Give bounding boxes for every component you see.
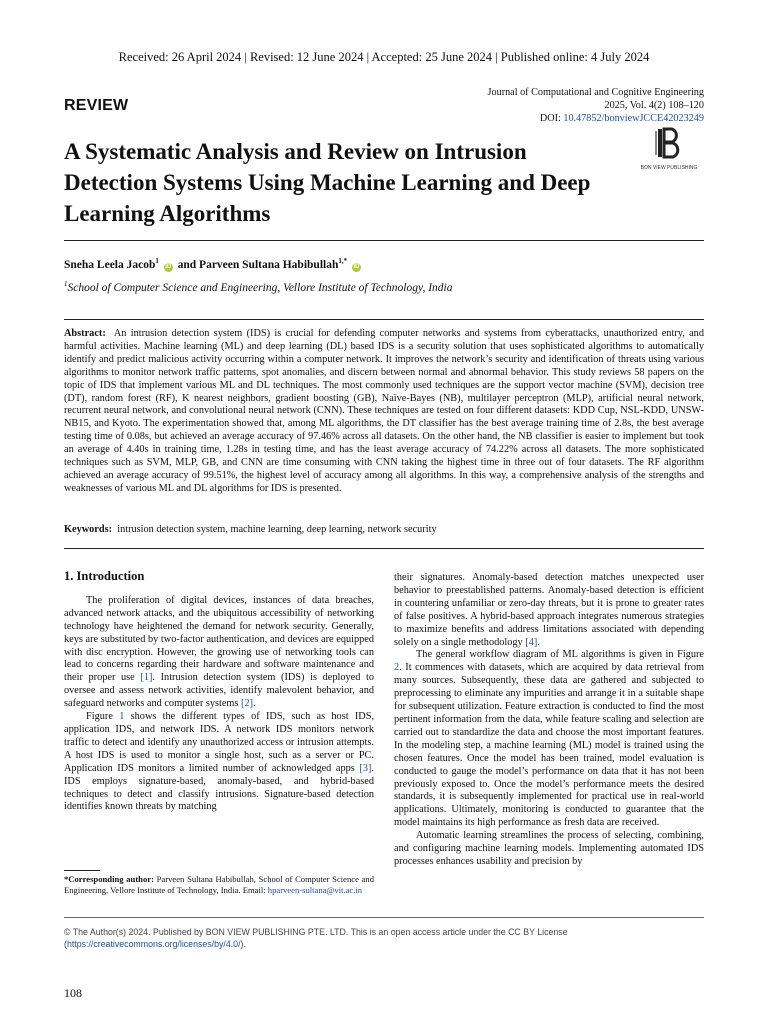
paragraph xyxy=(64,595,374,711)
license-link[interactable]: https://creativecommons.org/licenses/by/4.0/ xyxy=(66,939,241,949)
divider xyxy=(64,240,704,241)
paragraph xyxy=(394,572,704,649)
abstract-label: Abstract: xyxy=(64,328,106,339)
paragraph xyxy=(394,830,704,869)
publication-dates: Received: 26 April 2024 | Revised: 12 June 2024 | Accepted: 25 June 2024 | Published online: 4 July 2024 xyxy=(118,50,650,64)
paragraph-text: . It commences with datasets, which are acquired by data retrieval from many sources. Subsequently, these data are gathered and subjected to preprocessing to eliminate any impurities and arrange it in a suitable shape for subsequent utilization. Feature extraction is conducted to find the most pertinent information from the data, while feature scaling and selection are carried out to standardize the data and choose the most important features. In the modeling step, a machine learning (ML) model is trained using the chosen features. Once the model has been trained, model evaluation is conducted to gauge the model’s performance on data that it has not been previously exposed to. Once the model’s performance meets the desired standards, it is subsequently implemented for practical use in real-world applications. Ultimately, monitoring is conducted to guarantee that the model maintains its high performance as fresh data are received. xyxy=(394,662,704,829)
paragraph-text: . xyxy=(253,698,256,710)
paragraph-text: shows the different types of IDS, such as host IDS, application IDS, and network IDS. A network IDS monitors network traffic to detect and identify any unauthorized access or intrusion attempts. A host IDS is used to monitor a single host, such as a server or PC. Application IDS monitors a limited number of acknowledged apps xyxy=(64,711,375,774)
author-sup: 1 xyxy=(155,257,159,265)
footnote-label: *Corresponding author: xyxy=(64,874,154,884)
abstract-text: An intrusion detection system (IDS) is crucial for defending computer networks and systems from cyberattacks, unauthorized entry, and harmful activities. Machine learning (ML) and deep learning (DL) based IDS is a security solution that uses sophisticated algorithms to automatically identify and predict malicious activity occurring within a computer network. It improves the network’s security and identification of threats using various algorithms to monitor network traffic patterns, spot anomalies, and discern between normal and abnormal behavior. This study reviews 58 papers on the topic of IDS that implement various ML and DL techniques. The most commonly used techniques are the support vector machine (SVM), decision tree (DT), random forest (RF), K nearest neighbors, gradient boosting (GB), Naïve-Bayes (NB), multilayer perceptron (MLP), artificial neural network, recurrent neural network, and convolutional neural network (CNN). These techniques are tested on four different datasets: KDD Cup, NSL-KDD, UNSW-NB15, and Kyoto. The experimentation showed that, among ML algorithms, the DT classifier has the best average training time of 2.8s, the best average testing time of 0.08s, but achieved an average accuracy of 97.46% across all datasets. On the other hand, the NB classifier is easier to implement but took an average of 4.40s in training time, 1.28s in testing time, and has the least average accuracy of 74.22% across all datasets. The more sophisticated techniques such as SVM, MLP, GB, and CNN are time consuming with CNN taking the highest time in three out of four datasets. The RF algorithm achieved an average accuracy of 99.51%, the highest level of accuracy among all algorithms. In this way, a comprehensive analysis of the strengths and weaknesses of various ML and DL algorithms for IDS is presented. xyxy=(64,328,704,494)
orcid-icon[interactable]: iD xyxy=(165,263,172,270)
right-column xyxy=(394,572,704,869)
author-name: Parveen Sultana Habibullah xyxy=(199,258,339,271)
publisher-logo xyxy=(632,127,706,173)
doi-line xyxy=(384,112,704,125)
doi-link[interactable]: 10.47852/bonviewJCCE42023249 xyxy=(563,113,704,124)
footnote xyxy=(64,874,374,897)
divider xyxy=(64,319,704,320)
author-sup: 1,* xyxy=(338,257,348,265)
license-text: ). xyxy=(240,939,246,949)
paragraph-text: The proliferation of digital devices, instances of data breaches, advanced network attacks, and the ubiquitous accessibility of networking technology have heightened the demand for network security. Generally, keys are substituted by two-factor authentication, and devices are equipped with disc encryption. However, the growing use of networking tools can lead to concerns regarding their hardware and software maintenance and their proper use xyxy=(64,594,374,684)
paragraph xyxy=(394,649,704,830)
journal-volume: 2025, Vol. 4(2) 108–120 xyxy=(604,100,704,111)
paragraph-text: . Intrusion detection system (IDS) is deployed to oversee and assess network activities, identify malevolent behavior, and safeguard networks and computer systems xyxy=(64,672,375,710)
abstract xyxy=(64,328,704,496)
email-link[interactable]: hparveen-sultana@vit.ac.in xyxy=(267,885,363,896)
orcid-icon[interactable]: iD xyxy=(353,263,360,270)
citation-link[interactable]: [1] xyxy=(140,672,153,684)
author-line xyxy=(64,257,363,272)
journal-name: Journal of Computational and Cognitive Engineering xyxy=(487,87,704,98)
keywords xyxy=(64,524,704,535)
paragraph-text: Automatic learning streamlines the process of selecting, combining, and configuring machine learning models. Implementing automated IDS processes enhances usability and precision by xyxy=(394,830,704,867)
paragraph-text: The general workflow diagram of ML algorithms is given in Figure xyxy=(416,649,704,661)
section-label: REVIEW xyxy=(64,97,129,114)
journal-info xyxy=(384,86,704,125)
license-notice xyxy=(64,926,704,950)
license-text: © The Author(s) 2024. Published by BON VIEW PUBLISHING PTE. LTD. This is an open access article under the CC BY License ( xyxy=(64,927,568,949)
affiliation xyxy=(64,280,452,294)
publisher-logo-icon xyxy=(632,127,706,173)
divider xyxy=(64,548,704,549)
citation-link[interactable]: [4] xyxy=(525,636,538,648)
keywords-text: intrusion detection system, machine learning, deep learning, network security xyxy=(117,524,437,535)
paragraph-text: their signatures. Anomaly-based detection matches unexpected user behavior to preestablished patterns. Anomaly-based detection is efficient in countering unfamiliar or zero-day threats, but it is prone to greater rates of false positives. A hybrid-based approach integrates numerous strategies to maximize benefits and address limitations associated with depending solely on a single methodology xyxy=(394,572,704,648)
figure-link[interactable]: 1 xyxy=(119,711,125,723)
figure-link[interactable]: 2 xyxy=(394,662,400,674)
author-connector: and xyxy=(177,258,197,271)
paragraph-text: . IDS employs signature-based, anomaly-based, and hybrid-based techniques to detect and classify intrusions. Signature-based detection identifies known threats by matching xyxy=(64,762,374,813)
paragraph-text: . xyxy=(537,636,540,648)
section-heading: 1. Introduction xyxy=(64,569,145,583)
paragraph-text: Figure xyxy=(86,711,113,723)
paper-title: A Systematic Analysis and Review on Intrusion Detection Systems Using Machine Learning and Deep Learning Algorithms xyxy=(64,139,591,226)
author-name: Sneha Leela Jacob xyxy=(64,258,156,271)
left-column xyxy=(64,570,374,814)
affiliation-sup: 1 xyxy=(64,280,68,288)
keywords-label: Keywords: xyxy=(64,524,113,535)
publisher-logo-text: BON VIEW PUBLISHING xyxy=(640,165,698,171)
footnote-divider xyxy=(64,870,100,871)
divider xyxy=(64,917,704,918)
footnote-text: Parveen Sultana Habibullah, School of Computer Science and Engineering, Vellore Institute of Technology, India. Email: xyxy=(64,874,375,896)
citation-link[interactable]: [3] xyxy=(359,762,372,774)
affiliation-text: School of Computer Science and Engineering, Vellore Institute of Technology, India xyxy=(67,281,453,294)
page-number: 108 xyxy=(64,986,82,1000)
citation-link[interactable]: [2] xyxy=(241,698,254,710)
paragraph xyxy=(64,711,374,814)
doi-label: DOI: xyxy=(539,113,561,124)
